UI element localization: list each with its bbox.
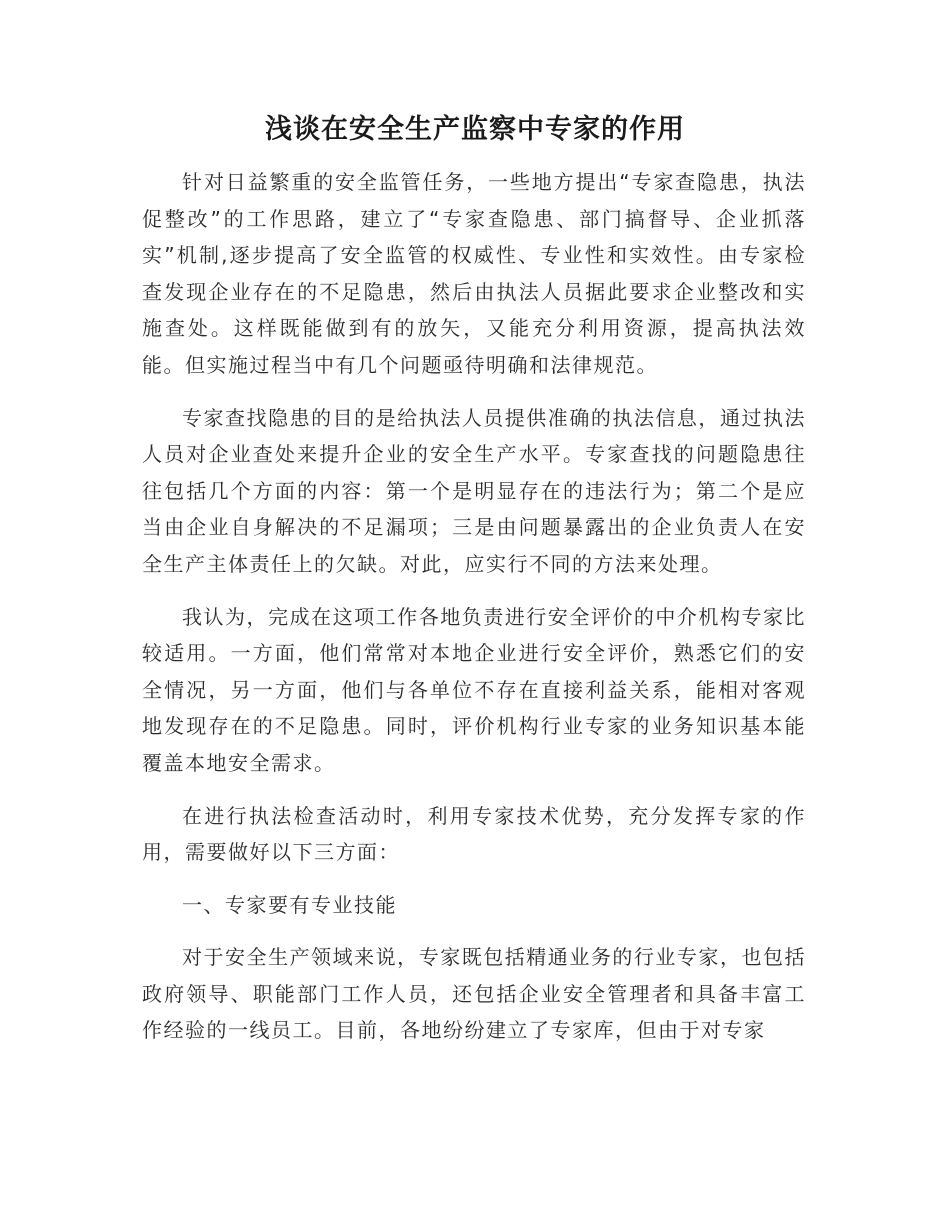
- paragraph-2: 专家查找隐患的目的是给执法人员提供准确的执法信息，通过执法人员对企业查处来提升企业的安全生产水平。专家查找的问题隐患往往包括几个方面的内容：第一个是明显存在的违法行为；第二个是应当由企业自身解决的不足漏项；三是由问题暴露出的企业负责人在安全生产主体责任上的欠缺。对此，应实行不同的方法来处理。: [142, 405, 806, 576]
- document-title: 浅谈在安全生产监察中专家的作用: [265, 114, 685, 145]
- paragraph-1: 针对日益繁重的安全监管任务，一些地方提出“专家查隐患，执法促整改”的工作思路，建立了“专家查隐患、部门搞督导、企业抓落实”机制,逐步提高了安全监管的权威性、专业性和实效性。由专家检查发现企业存在的不足隐患，然后由执法人员据此要求企业整改和实施查处。这样既能做到有的放矢，又能充分利用资源，提高执法效能。但实施过程当中有几个问题亟待明确和法律规范。: [142, 170, 806, 377]
- document-body: [142, 164, 806, 1065]
- paragraph-3: 我认为，完成在这项工作各地负责进行安全评价的中介机构专家比较适用。一方面，他们常常对本地企业进行安全评价，熟悉它们的安全情况，另一方面，他们与各单位不存在直接利益关系，能相对客观地发现存在的不足隐患。同时，评价机构行业专家的业务知识基本能覆盖本地安全需求。: [142, 604, 806, 775]
- paragraph-5: 对于安全生产领域来说，专家既包括精通业务的行业专家，也包括政府领导、职能部门工作人员，还包括企业安全管理者和具备丰富工作经验的一线员工。目前，各地纷纷建立了专家库，但由于对专家: [142, 945, 806, 1043]
- section-heading-1: 一、专家要有专业技能: [182, 892, 397, 917]
- paragraph-4: 在进行执法检查活动时，利用专家技术优势，充分发挥专家的作用，需要做好以下三方面：: [142, 803, 806, 865]
